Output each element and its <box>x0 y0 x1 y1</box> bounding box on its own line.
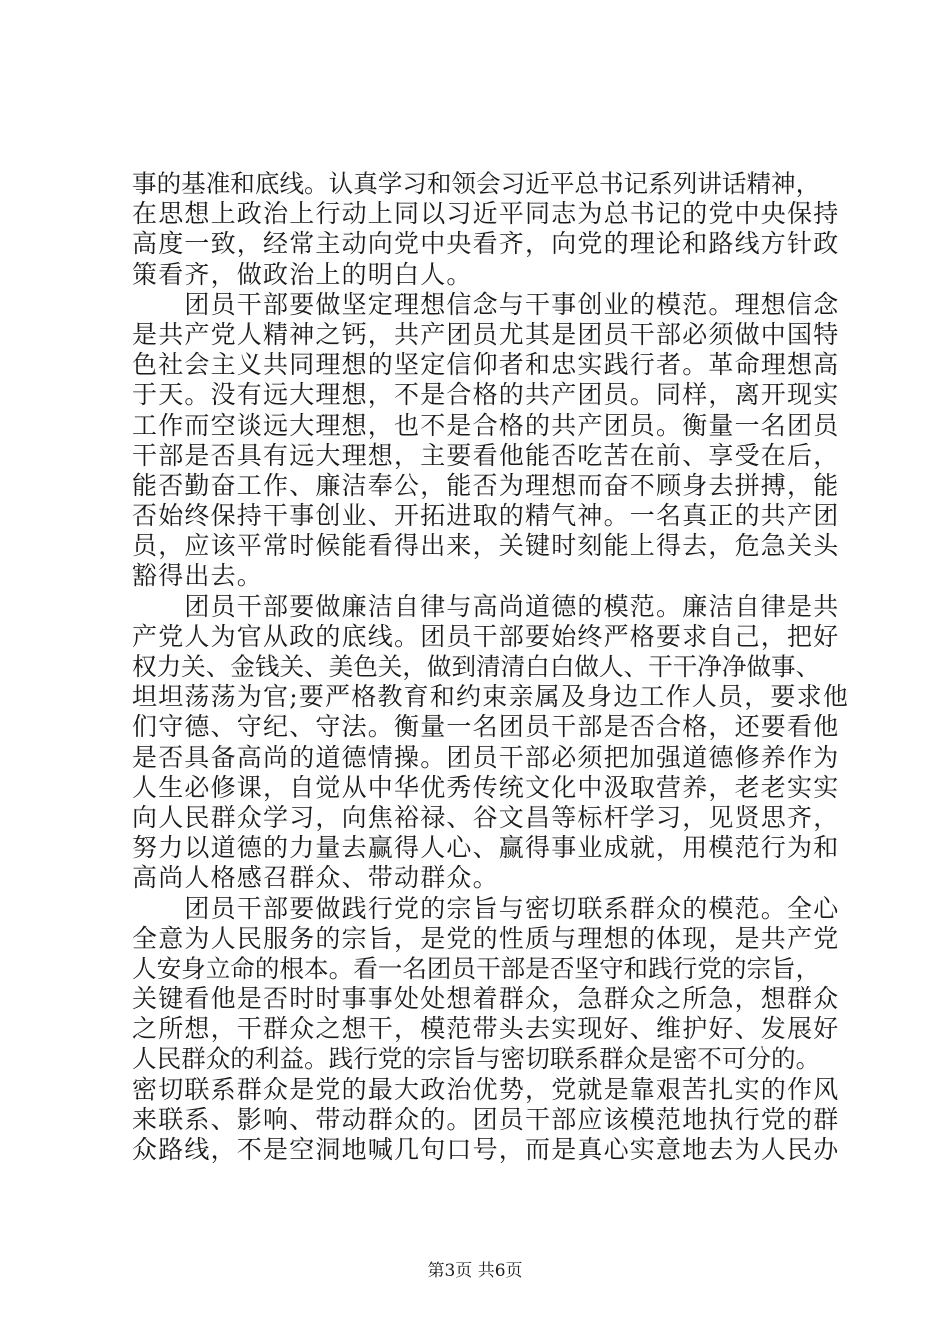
body-text <box>132 169 854 1165</box>
text-line: 工作而空谈远大理想，也不是合格的共产团员。衡量一名团员 <box>132 410 840 440</box>
text-line: 坦坦荡荡为官;要严格教育和约束亲属及身边工作人员，要求他 <box>132 682 850 712</box>
text-line: 员，应该平常时候能看得出来，关键时刻能上得去，危急关头 <box>132 531 840 561</box>
text-line: 否始终保持干事创业、开拓进取的精气神。一名真正的共产团 <box>132 501 840 531</box>
text-line: 之所想，干群众之想干，模范带头去实现好、维护好、发展好 <box>132 1014 840 1044</box>
text-line: 人民群众的利益。践行党的宗旨与密切联系群众是密不可分的。 <box>132 1044 821 1074</box>
text-line: 团员干部要做坚定理想信念与干事创业的模范。理想信念 <box>132 289 840 319</box>
text-line: 色社会主义共同理想的坚定信仰者和忠实践行者。革命理想高 <box>132 350 840 380</box>
text-line: 豁得出去。 <box>132 561 264 591</box>
text-line: 努力以道德的力量去赢得人心、赢得事业成就，用模范行为和 <box>132 833 840 863</box>
text-line: 关键看他是否时时事事处处想着群众，急群众之所急，想群众 <box>132 984 840 1014</box>
text-line: 是共产党人精神之钙，共产团员尤其是团员干部必须做中国特 <box>132 319 840 349</box>
text-line: 能否勤奋工作、廉洁奉公，能否为理想而奋不顾身去拼搏，能 <box>132 470 840 500</box>
text-line: 来联系、影响、带动群众的。团员干部应该模范地执行党的群 <box>132 1104 840 1134</box>
page-footer: 第3页 共6页 <box>427 1261 523 1281</box>
text-line: 向人民群众学习，向焦裕禄、谷文昌等标杆学习，见贤思齐， <box>132 802 840 832</box>
text-line: 权力关、金钱关、美色关，做到清清白白做人、干干净净做事、 <box>132 652 821 681</box>
text-line: 人生必修课，自觉从中华优秀传统文化中汲取营养，老老实实 <box>132 772 840 802</box>
text-line: 团员干部要做廉洁自律与高尚道德的模范。廉洁自律是共 <box>132 591 840 621</box>
text-line: 众路线，不是空洞地喊几句口号，而是真心实意地去为人民办 <box>132 1135 840 1164</box>
text-line: 是否具备高尚的道德情操。团员干部必须把加强道德修养作为 <box>132 742 840 772</box>
text-line: 产党人为官从政的底线。团员干部要始终严格要求自己，把好 <box>132 621 840 651</box>
text-line: 人安身立命的根本。看一名团员干部是否坚守和践行党的宗旨， <box>132 953 821 983</box>
text-line: 们守德、守纪、守法。衡量一名团员干部是否合格，还要看他 <box>132 712 840 742</box>
text-line: 高度一致，经常主动向党中央看齐，向党的理论和路线方针政 <box>132 229 840 259</box>
text-line: 团员干部要做践行党的宗旨与密切联系群众的模范。全心 <box>132 893 840 923</box>
text-line: 密切联系群众是党的最大政治优势，党就是靠艰苦扎实的作风 <box>132 1074 840 1104</box>
text-line: 策看齐，做政治上的明白人。 <box>132 259 473 289</box>
text-line: 在思想上政治上行动上同以习近平同志为总书记的党中央保持 <box>132 199 840 229</box>
text-line: 全意为人民服务的宗旨，是党的性质与理想的体现，是共产党 <box>132 923 840 953</box>
text-line: 于天。没有远大理想，不是合格的共产团员。同样，离开现实 <box>132 380 840 410</box>
text-line: 事的基准和底线。认真学习和领会习近平总书记系列讲话精神， <box>132 169 821 198</box>
text-line: 干部是否具有远大理想，主要看他能否吃苦在前、享受在后， <box>132 440 840 470</box>
text-line: 高尚人格感召群众、带动群众。 <box>132 863 499 893</box>
